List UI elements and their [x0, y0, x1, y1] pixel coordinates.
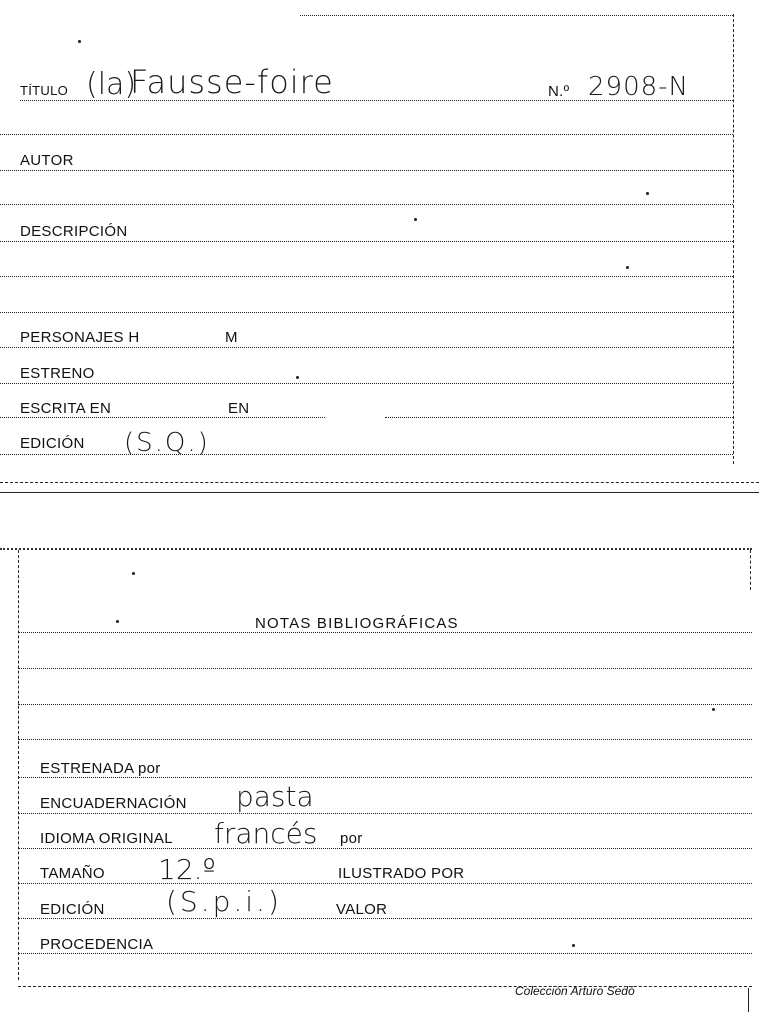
titulo-prefix-handwritten: (la) [86, 67, 137, 102]
idioma-original-label: IDIOMA ORIGINAL [40, 830, 173, 847]
edicion-line [0, 454, 733, 455]
top-card-bottom-edge [0, 482, 759, 483]
collection-footer: Colección Arturo Sedó [515, 984, 635, 998]
top-index-card [0, 0, 759, 495]
notes-line-4 [18, 739, 752, 740]
estrenada-por-label: ESTRENADA por [40, 760, 161, 777]
ink-speck [646, 192, 649, 195]
en-label: EN [228, 400, 250, 417]
ink-speck [626, 266, 629, 269]
bottom-card-left-border [18, 550, 19, 980]
edicion-label: EDICIÓN [20, 435, 85, 452]
heading-line [18, 632, 752, 633]
por-label: por [340, 830, 363, 847]
bottom-right-edge-mark [748, 988, 749, 1012]
bottom-index-card [0, 540, 759, 1028]
idioma-handwritten: francés [214, 817, 318, 850]
line-2 [0, 134, 733, 135]
bottom-card-top-edge [0, 548, 752, 550]
escrita-line-right [385, 417, 733, 418]
top-card-right-border [733, 14, 734, 464]
bottom-card-bottom-edge [18, 986, 752, 987]
escrita-en-label: ESCRITA EN [20, 400, 112, 417]
procedencia-label: PROCEDENCIA [40, 936, 154, 953]
ink-speck [132, 572, 135, 575]
ink-speck [116, 620, 119, 623]
line-4 [0, 204, 733, 205]
titulo-handwritten: Fausse-foire [130, 63, 334, 101]
edicion-handwritten: (S.Q.) [124, 428, 210, 458]
ink-speck [296, 376, 299, 379]
personajes-h-label: PERSONAJES H [20, 329, 140, 346]
notes-line-3 [18, 704, 752, 705]
valor-label: VALOR [336, 901, 388, 918]
ink-speck [712, 708, 715, 711]
estrenada-line [18, 777, 752, 778]
estreno-line [0, 383, 733, 384]
top-card-top-edge [300, 15, 733, 16]
procedencia-line [18, 953, 752, 954]
tamano-handwritten: 12.º [158, 853, 216, 886]
ink-speck [78, 40, 81, 43]
encuadernacion-line [18, 813, 752, 814]
titulo-label: TÍTULO [20, 83, 69, 98]
line-6 [0, 276, 733, 277]
encuadernacion-handwritten: pasta [236, 780, 314, 813]
autor-line [0, 170, 733, 171]
numero-handwritten: 2908-N [588, 72, 689, 102]
titulo-line [20, 100, 733, 101]
edicion-bottom-line [18, 918, 752, 919]
ilustrado-por-label: ILUSTRADO POR [338, 865, 465, 882]
edicion-bottom-label: EDICIÓN [40, 901, 105, 918]
tamano-line [18, 883, 752, 884]
notes-line-2 [18, 668, 752, 669]
estreno-label: ESTRENO [20, 365, 95, 382]
personajes-m-label: M [225, 329, 238, 346]
encuadernacion-label: ENCUADERNACIÓN [40, 795, 187, 812]
edicion-bottom-handwritten: (S.p.i.) [166, 885, 282, 918]
personajes-line [0, 347, 733, 348]
ink-speck [572, 944, 575, 947]
escrita-line [0, 417, 325, 418]
bottom-card-right-border [750, 550, 751, 590]
idioma-line [18, 848, 752, 849]
ink-speck [414, 218, 417, 221]
descripcion-line [0, 241, 733, 242]
autor-label: AUTOR [20, 152, 74, 169]
cut-line [0, 492, 759, 493]
line-7 [0, 312, 733, 313]
notas-heading: NOTAS BIBLIOGRÁFICAS [255, 615, 459, 632]
descripcion-label: DESCRIPCIÓN [20, 223, 128, 240]
numero-label: N.º [548, 83, 570, 100]
tamano-label: TAMAÑO [40, 865, 105, 882]
